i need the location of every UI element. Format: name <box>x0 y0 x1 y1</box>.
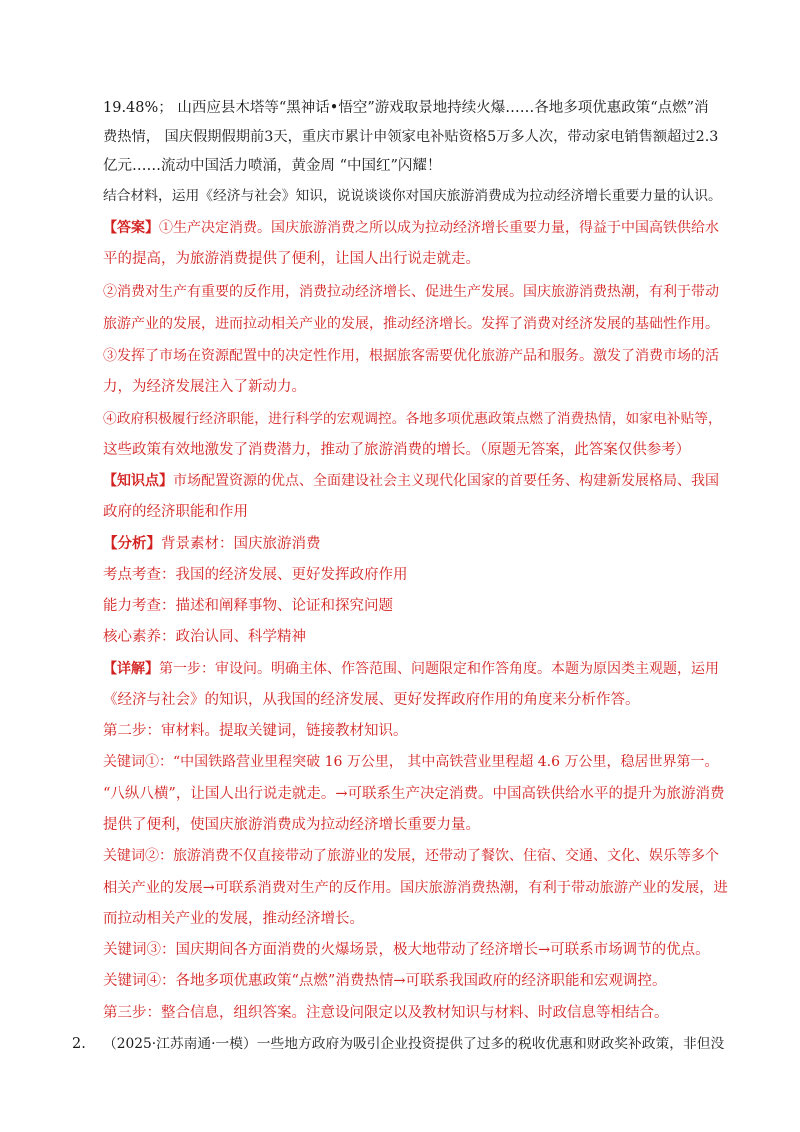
answer-line <box>103 218 723 238</box>
knowledge-line: 政府的经济职能和作用 <box>103 504 248 520</box>
detail-line: 第二步：审材料。提取关键词，链接教材知识。 <box>103 723 408 739</box>
knowledge-line <box>103 471 723 491</box>
answer-line: 平的提高，为旅游消费提供了便利，让国人出行说走就走。 <box>103 251 480 267</box>
detail-line <box>103 659 723 679</box>
analysis-line: 能力考查：描述和阐释事物、论证和探究问题 <box>103 598 393 614</box>
answer-line: ④政府积极履行经济职能，进行科学的宏观调控。各地多项优惠政策点燃了消费热情，如家电补贴等， <box>103 411 722 427</box>
analysis-line: 核心素养：政治认同、科学精神 <box>103 629 306 645</box>
answer-line: 旅游产业的发展，进而拉动相关产业的发展，推动经济增长。发挥了消费对经济发展的基础性作用。 <box>103 316 719 332</box>
question-text: 结合材料，运用《经济与社会》知识，说说谈谈你对国庆旅游消费成为拉动经济增长重要力量的认识。 <box>103 188 722 204</box>
knowledge-tag: 【知识点】 <box>103 473 173 489</box>
answer-line: ③发挥了市场在资源配置中的决定性作用，根据旅客需要优化旅游产品和服务。激发了消费市场的活 <box>103 348 719 364</box>
detail-line: 提供了便利，使国庆旅游消费成为拉动经济增长重要力量。 <box>103 817 480 833</box>
material-line: 费热情， 国庆假期假期前3天，重庆市累计申领家电补贴资格5万多人次，带动家电销售额超过2.3 <box>103 129 719 145</box>
analysis-text: 背景素材：国庆旅游消费 <box>161 536 321 552</box>
question-number: 2. <box>72 1036 86 1052</box>
next-question-text: （2025·江苏南通·一模）一些地方政府为吸引企业投资提供了过多的税收优惠和财政奖补政策，非但没 <box>103 1036 725 1052</box>
knowledge-text: 市场配置资源的优点、全面建设社会主义现代化国家的首要任务、构建新发展格局、我国 <box>173 473 719 489</box>
material-line: 19.48%； 山西应县木塔等“黑神话•悟空”游戏取景地持续火爆……各地多项优惠政策“点燃”消 <box>103 100 709 116</box>
detail-line: 关键词①：“中国铁路营业里程突破 16 万公里， 其中高铁营业里程超 4.6 万公里，稳居世界第一。 <box>103 754 719 770</box>
analysis-tag: 【分析】 <box>103 535 161 552</box>
detail-line: 关键词④：各地多项优惠政策“点燃”消费热情→可联系我国政府的经济职能和宏观调控。 <box>103 973 667 989</box>
detail-line: 第三步：整合信息，组织答案。注意设问限定以及教材知识与材料、时政信息等相结合。 <box>103 1005 669 1021</box>
material-line: 亿元……流动中国活力喷涌，黄金周 “中国红”闪耀！ <box>103 158 442 174</box>
detail-line: 《经济与社会》的知识，从我国的经济发展、更好发挥政府作用的角度来分析作答。 <box>103 692 640 708</box>
detail-line: 关键词②：旅游消费不仅直接带动了旅游业的发展，还带动了餐饮、住宿、交通、文化、娱乐等多个 <box>103 848 719 864</box>
detail-line: “八纵八横”，让国人出行说走就走。→可联系生产决定消费。中国高铁供给水平的提升为旅游消费 <box>103 786 725 802</box>
detail-tag: 【详解】 <box>103 661 159 677</box>
analysis-line <box>103 534 723 554</box>
answer-text: ①生产决定消费。国庆旅游消费之所以成为拉动经济增长重要力量，得益于中国高铁供给水 <box>159 220 719 236</box>
answer-tag: 【答案】 <box>103 220 159 236</box>
answer-line: 力，为经济发展注入了新动力。 <box>103 379 306 395</box>
answer-line: ②消费对生产有重要的反作用，消费拉动经济增长、促进生产发展。国庆旅游消费热潮，有利于带动 <box>103 284 719 300</box>
answer-line: 这些政策有效地激发了消费潜力，推动了旅游消费的增长。（原题无答案，此答案仅供参考） <box>103 442 691 458</box>
detail-line: 相关产业的发展→可联系消费对生产的反作用。国庆旅游消费热潮，有利于带动旅游产业的发展，进 <box>103 880 728 896</box>
analysis-line: 考点考查：我国的经济发展、更好发挥政府作用 <box>103 567 408 583</box>
detail-line: 关键词③：国庆期间各方面消费的火爆场景，极大地带动了经济增长→可联系市场调节的优点。 <box>103 942 710 958</box>
detail-line: 而拉动相关产业的发展，推动经济增长。 <box>103 911 364 927</box>
detail-text: 第一步：审设问。明确主体、作答范围、问题限定和作答角度。本题为原因类主观题，运用 <box>159 661 719 677</box>
